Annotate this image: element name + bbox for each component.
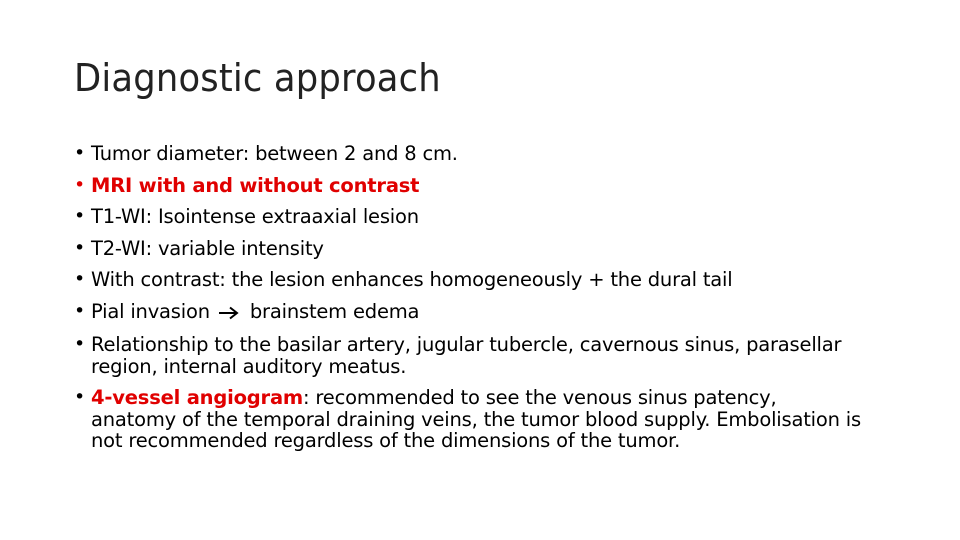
- list-item: [74, 334, 864, 377]
- bullet-highlight: 4-vessel angiogram: [91, 386, 304, 409]
- arrow-right-icon: [218, 303, 240, 325]
- bullet-text-after: brainstem edema: [249, 299, 420, 323]
- bullet-text-before: Pial invasion: [91, 299, 210, 323]
- bullet-list: [74, 143, 864, 462]
- bullet-icon: •: [74, 333, 86, 355]
- bullet-icon: •: [74, 299, 86, 322]
- slide-title: Diagnostic approach: [74, 56, 441, 100]
- bullet-text: T1-WI: Isointense extraaxial lesion: [91, 205, 419, 228]
- list-item: [74, 143, 864, 165]
- bullet-text: : recommended to see the venous sinus patency, anatomy of the temporal draining veins, the tumor blood supply. Embolisation is not recommended regardless of the dimensions of the tumor.: [91, 386, 861, 452]
- bullet-icon: •: [74, 205, 86, 227]
- list-item: [74, 206, 864, 228]
- bullet-icon: •: [74, 386, 86, 408]
- bullet-text: With contrast: the lesion enhances homogeneously + the dural tail: [91, 268, 733, 291]
- bullet-text: Tumor diameter: between 2 and 8 cm.: [91, 142, 458, 165]
- bullet-text: Relationship to the basilar artery, jugular tubercle, cavernous sinus, parasellar region, internal auditory meatus.: [91, 333, 842, 378]
- bullet-icon: •: [74, 236, 86, 259]
- bullet-icon: •: [74, 173, 86, 196]
- list-item: [74, 238, 864, 260]
- list-item: [74, 175, 864, 197]
- bullet-icon: •: [74, 142, 86, 164]
- list-item: [74, 301, 864, 325]
- bullet-icon: •: [74, 268, 86, 290]
- list-item: [74, 387, 864, 452]
- list-item: [74, 269, 864, 291]
- bullet-text: MRI with and without contrast: [91, 173, 420, 197]
- bullet-text: T2-WI: variable intensity: [91, 236, 324, 260]
